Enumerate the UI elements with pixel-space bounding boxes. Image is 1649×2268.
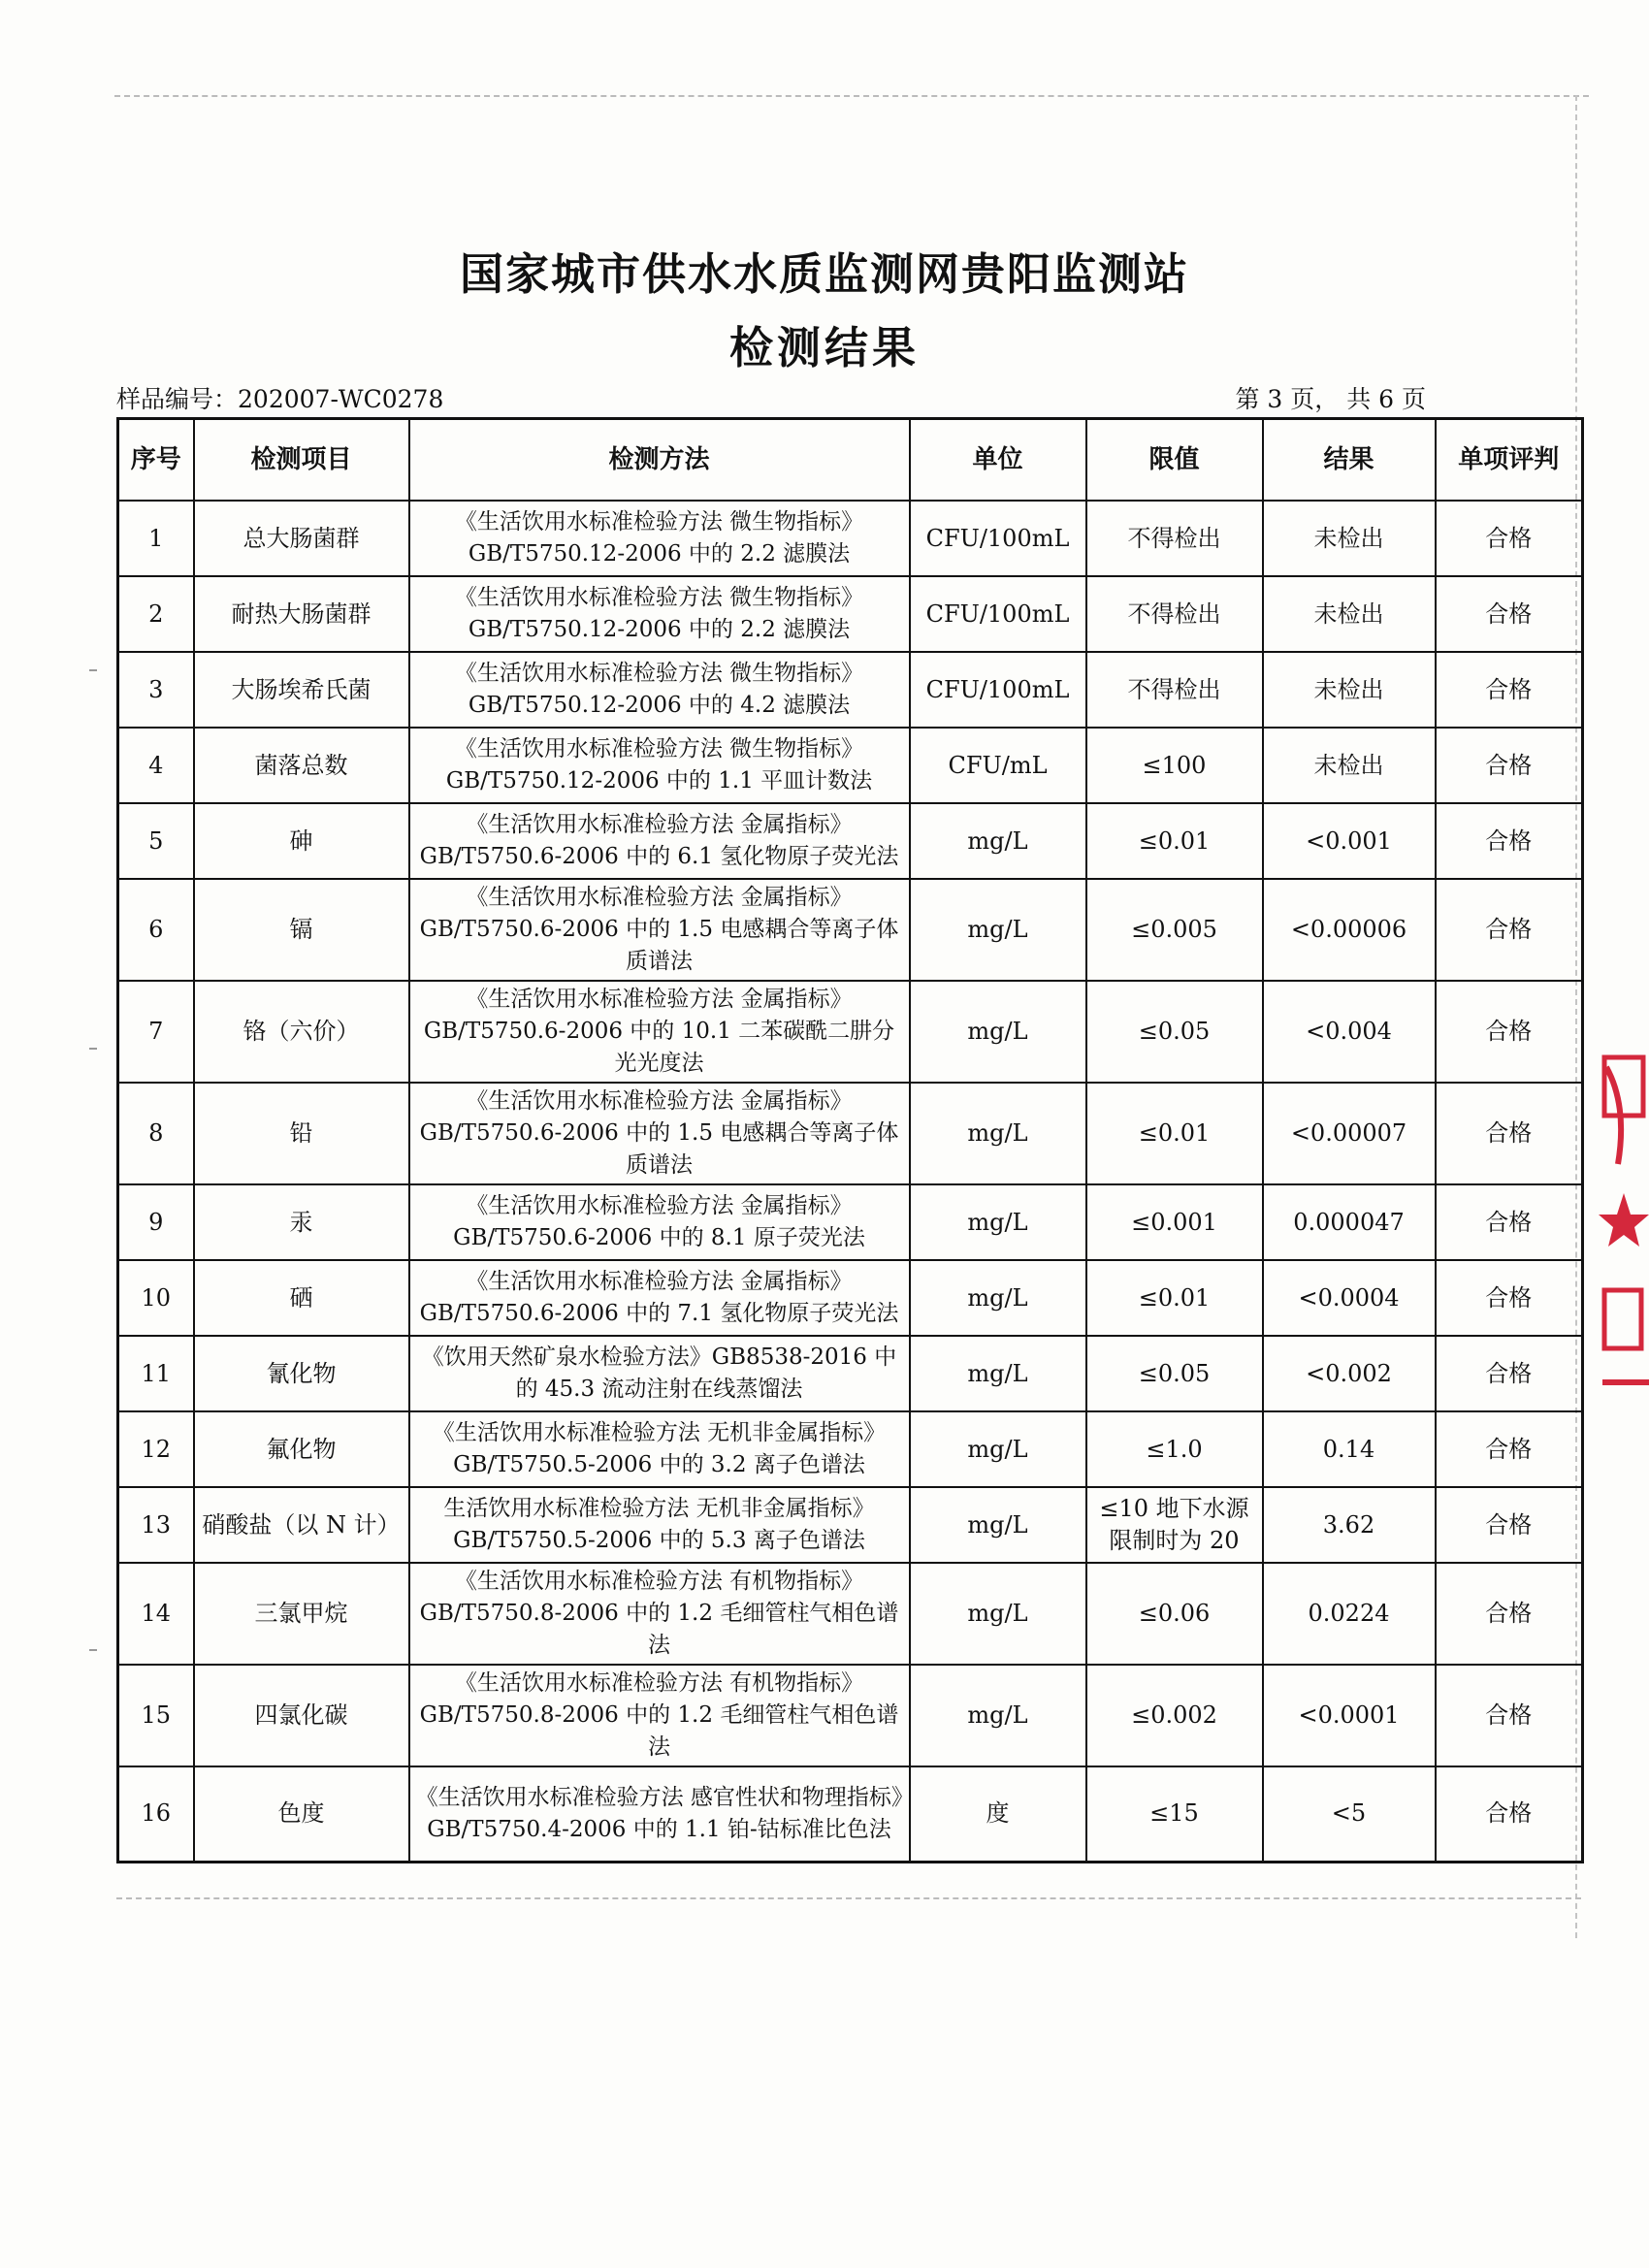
cell-unit: CFU/100mL (910, 576, 1086, 652)
cell-item: 硝酸盐（以 N 计） (194, 1487, 409, 1563)
cell-judge: 合格 (1436, 1665, 1583, 1766)
cell-judge: 合格 (1436, 1083, 1583, 1184)
table-row (118, 803, 1583, 879)
table-row (118, 1260, 1583, 1336)
sample-number-value: 202007-WC0278 (238, 385, 444, 413)
cell-method: 《饮用天然矿泉水检验方法》GB8538-2016 中的 45.3 流动注射在线蒸馏法 (409, 1336, 910, 1411)
cell-limit: ≤0.005 (1086, 879, 1263, 981)
cell-no: 12 (118, 1411, 194, 1487)
cell-method: 《生活饮用水标准检验方法 金属指标》GB/T5750.6-2006 中的 1.5 电感耦合等离子体质谱法 (409, 879, 910, 981)
cell-no: 16 (118, 1766, 194, 1862)
cell-judge: 合格 (1436, 652, 1583, 728)
cell-unit: CFU/100mL (910, 501, 1086, 576)
table-row (118, 1083, 1583, 1184)
cell-item: 铅 (194, 1083, 409, 1184)
cell-result: <0.002 (1263, 1336, 1436, 1411)
cell-no: 6 (118, 879, 194, 981)
scan-mark (89, 669, 97, 671)
cell-no: 10 (118, 1260, 194, 1336)
table-row (118, 1665, 1583, 1766)
red-stamp-fragment (1599, 1048, 1649, 1397)
cell-method: 《生活饮用水标准检验方法 微生物指标》GB/T5750.12-2006 中的 2.2 滤膜法 (409, 501, 910, 576)
cell-no: 11 (118, 1336, 194, 1411)
cell-no: 15 (118, 1665, 194, 1766)
cell-judge: 合格 (1436, 981, 1583, 1083)
cell-limit: ≤100 (1086, 728, 1263, 803)
cell-method: 《生活饮用水标准检验方法 无机非金属指标》GB/T5750.5-2006 中的 3.2 离子色谱法 (409, 1411, 910, 1487)
cell-unit: mg/L (910, 1184, 1086, 1260)
cell-result: 0.000047 (1263, 1184, 1436, 1260)
table-row (118, 1336, 1583, 1411)
cell-judge: 合格 (1436, 803, 1583, 879)
cell-unit: mg/L (910, 1487, 1086, 1563)
cell-limit: ≤0.002 (1086, 1665, 1263, 1766)
cell-limit: ≤0.05 (1086, 1336, 1263, 1411)
page-info: 第 3 页， 共 6 页 (1235, 385, 1426, 413)
cell-method: 《生活饮用水标准检验方法 金属指标》GB/T5750.6-2006 中的 10.1 二苯碳酰二肼分光光度法 (409, 981, 910, 1083)
cell-unit: mg/L (910, 1336, 1086, 1411)
cell-no: 13 (118, 1487, 194, 1563)
cell-limit: 不得检出 (1086, 501, 1263, 576)
cell-judge: 合格 (1436, 1411, 1583, 1487)
table-row (118, 1487, 1583, 1563)
cell-judge: 合格 (1436, 1487, 1583, 1563)
sample-number-label: 样品编号： (116, 385, 239, 413)
cell-method: 《生活饮用水标准检验方法 微生物指标》GB/T5750.12-2006 中的 2.2 滤膜法 (409, 576, 910, 652)
cell-unit: mg/L (910, 1083, 1086, 1184)
cell-method: 《生活饮用水标准检验方法 感官性状和物理指标》GB/T5750.4-2006 中的 1.1 铂-钴标准比色法 (409, 1766, 910, 1862)
cell-method: 《生活饮用水标准检验方法 金属指标》GB/T5750.6-2006 中的 6.1 氢化物原子荧光法 (409, 803, 910, 879)
cell-limit: ≤0.01 (1086, 1083, 1263, 1184)
cell-unit: 度 (910, 1766, 1086, 1862)
cell-item: 氟化物 (194, 1411, 409, 1487)
cell-no: 3 (118, 652, 194, 728)
cell-item: 总大肠菌群 (194, 501, 409, 576)
cell-method: 《生活饮用水标准检验方法 金属指标》GB/T5750.6-2006 中的 7.1 氢化物原子荧光法 (409, 1260, 910, 1336)
cell-limit: 不得检出 (1086, 576, 1263, 652)
col-header-limit: 限值 (1086, 419, 1263, 502)
cell-judge: 合格 (1436, 1563, 1583, 1665)
cell-judge: 合格 (1436, 1184, 1583, 1260)
cell-method: 《生活饮用水标准检验方法 金属指标》GB/T5750.6-2006 中的 8.1 原子荧光法 (409, 1184, 910, 1260)
cell-judge: 合格 (1436, 728, 1583, 803)
cell-result: 3.62 (1263, 1487, 1436, 1563)
cell-limit: ≤0.06 (1086, 1563, 1263, 1665)
cell-result: <0.00007 (1263, 1083, 1436, 1184)
cell-method: 《生活饮用水标准检验方法 有机物指标》GB/T5750.8-2006 中的 1.2 毛细管柱气相色谱法 (409, 1665, 910, 1766)
table-row (118, 576, 1583, 652)
col-header-unit: 单位 (910, 419, 1086, 502)
table-row (118, 981, 1583, 1083)
cell-unit: CFU/100mL (910, 652, 1086, 728)
cell-unit: mg/L (910, 1260, 1086, 1336)
col-header-no: 序号 (118, 419, 194, 502)
cell-item: 四氯化碳 (194, 1665, 409, 1766)
cell-judge: 合格 (1436, 1336, 1583, 1411)
cell-judge: 合格 (1436, 1766, 1583, 1862)
cell-no: 9 (118, 1184, 194, 1260)
table-row (118, 728, 1583, 803)
cell-result: 0.14 (1263, 1411, 1436, 1487)
cell-limit: ≤0.01 (1086, 803, 1263, 879)
page-fold-line (114, 95, 1589, 97)
cell-unit: mg/L (910, 1563, 1086, 1665)
cell-limit: ≤0.01 (1086, 1260, 1263, 1336)
cell-item: 镉 (194, 879, 409, 981)
scan-mark (89, 1649, 97, 1651)
table-row (118, 1411, 1583, 1487)
cell-result: <0.00006 (1263, 879, 1436, 981)
cell-result: <0.001 (1263, 803, 1436, 879)
cell-item: 色度 (194, 1766, 409, 1862)
cell-result: 0.0224 (1263, 1563, 1436, 1665)
cell-item: 汞 (194, 1184, 409, 1260)
station-title: 国家城市供水水质监测网贵阳监测站 (459, 248, 1189, 300)
cell-item: 大肠埃希氏菌 (194, 652, 409, 728)
cell-no: 5 (118, 803, 194, 879)
cell-method: 《生活饮用水标准检验方法 金属指标》GB/T5750.6-2006 中的 1.5 电感耦合等离子体质谱法 (409, 1083, 910, 1184)
col-header-judge: 单项评判 (1436, 419, 1583, 502)
cell-method: 《生活饮用水标准检验方法 微生物指标》GB/T5750.12-2006 中的 4.2 滤膜法 (409, 652, 910, 728)
cell-item: 硒 (194, 1260, 409, 1336)
cell-method: 《生活饮用水标准检验方法 微生物指标》GB/T5750.12-2006 中的 1.1 平皿计数法 (409, 728, 910, 803)
cell-unit: CFU/mL (910, 728, 1086, 803)
cell-limit: ≤0.05 (1086, 981, 1263, 1083)
cell-result: <0.0001 (1263, 1665, 1436, 1766)
scan-mark (89, 1048, 97, 1050)
cell-unit: mg/L (910, 1411, 1086, 1487)
cell-method: 《生活饮用水标准检验方法 有机物指标》GB/T5750.8-2006 中的 1.2 毛细管柱气相色谱法 (409, 1563, 910, 1665)
cell-result: <0.004 (1263, 981, 1436, 1083)
cell-unit: mg/L (910, 879, 1086, 981)
cell-judge: 合格 (1436, 501, 1583, 576)
table-row (118, 879, 1583, 981)
cell-judge: 合格 (1436, 879, 1583, 981)
cell-no: 2 (118, 576, 194, 652)
cell-result: 未检出 (1263, 652, 1436, 728)
cell-result: 未检出 (1263, 501, 1436, 576)
cell-limit: ≤0.001 (1086, 1184, 1263, 1260)
cell-unit: mg/L (910, 803, 1086, 879)
cell-item: 氰化物 (194, 1336, 409, 1411)
cell-no: 1 (118, 501, 194, 576)
page-bottom-fold-line (116, 1897, 1581, 1899)
table-row (118, 1184, 1583, 1260)
stamp-graphic (1599, 1048, 1649, 1397)
cell-item: 砷 (194, 803, 409, 879)
cell-limit: 不得检出 (1086, 652, 1263, 728)
sample-number (116, 380, 443, 415)
table-row (118, 1563, 1583, 1665)
cell-result: <5 (1263, 1766, 1436, 1862)
cell-item: 菌落总数 (194, 728, 409, 803)
cell-result: <0.0004 (1263, 1260, 1436, 1336)
table-row (118, 652, 1583, 728)
cell-limit: ≤15 (1086, 1766, 1263, 1862)
cell-result: 未检出 (1263, 576, 1436, 652)
cell-item: 耐热大肠菌群 (194, 576, 409, 652)
cell-item: 三氯甲烷 (194, 1563, 409, 1665)
table-header-row (118, 419, 1583, 502)
cell-unit: mg/L (910, 981, 1086, 1083)
results-table (116, 417, 1584, 1863)
cell-limit: ≤1.0 (1086, 1411, 1263, 1487)
cell-no: 4 (118, 728, 194, 803)
table-row (118, 501, 1583, 576)
cell-no: 14 (118, 1563, 194, 1665)
cell-judge: 合格 (1436, 1260, 1583, 1336)
cell-result: 未检出 (1263, 728, 1436, 803)
report-title: 检测结果 (728, 322, 920, 373)
col-header-item: 检测项目 (194, 419, 409, 502)
cell-judge: 合格 (1436, 576, 1583, 652)
col-header-result: 结果 (1263, 419, 1436, 502)
cell-no: 7 (118, 981, 194, 1083)
cell-method: 生活饮用水标准检验方法 无机非金属指标》GB/T5750.5-2006 中的 5.3 离子色谱法 (409, 1487, 910, 1563)
cell-no: 8 (118, 1083, 194, 1184)
cell-unit: mg/L (910, 1665, 1086, 1766)
cell-item: 铬（六价） (194, 981, 409, 1083)
table-row (118, 1766, 1583, 1862)
cell-limit: ≤10 地下水源限制时为 20 (1086, 1487, 1263, 1563)
col-header-method: 检测方法 (409, 419, 910, 502)
